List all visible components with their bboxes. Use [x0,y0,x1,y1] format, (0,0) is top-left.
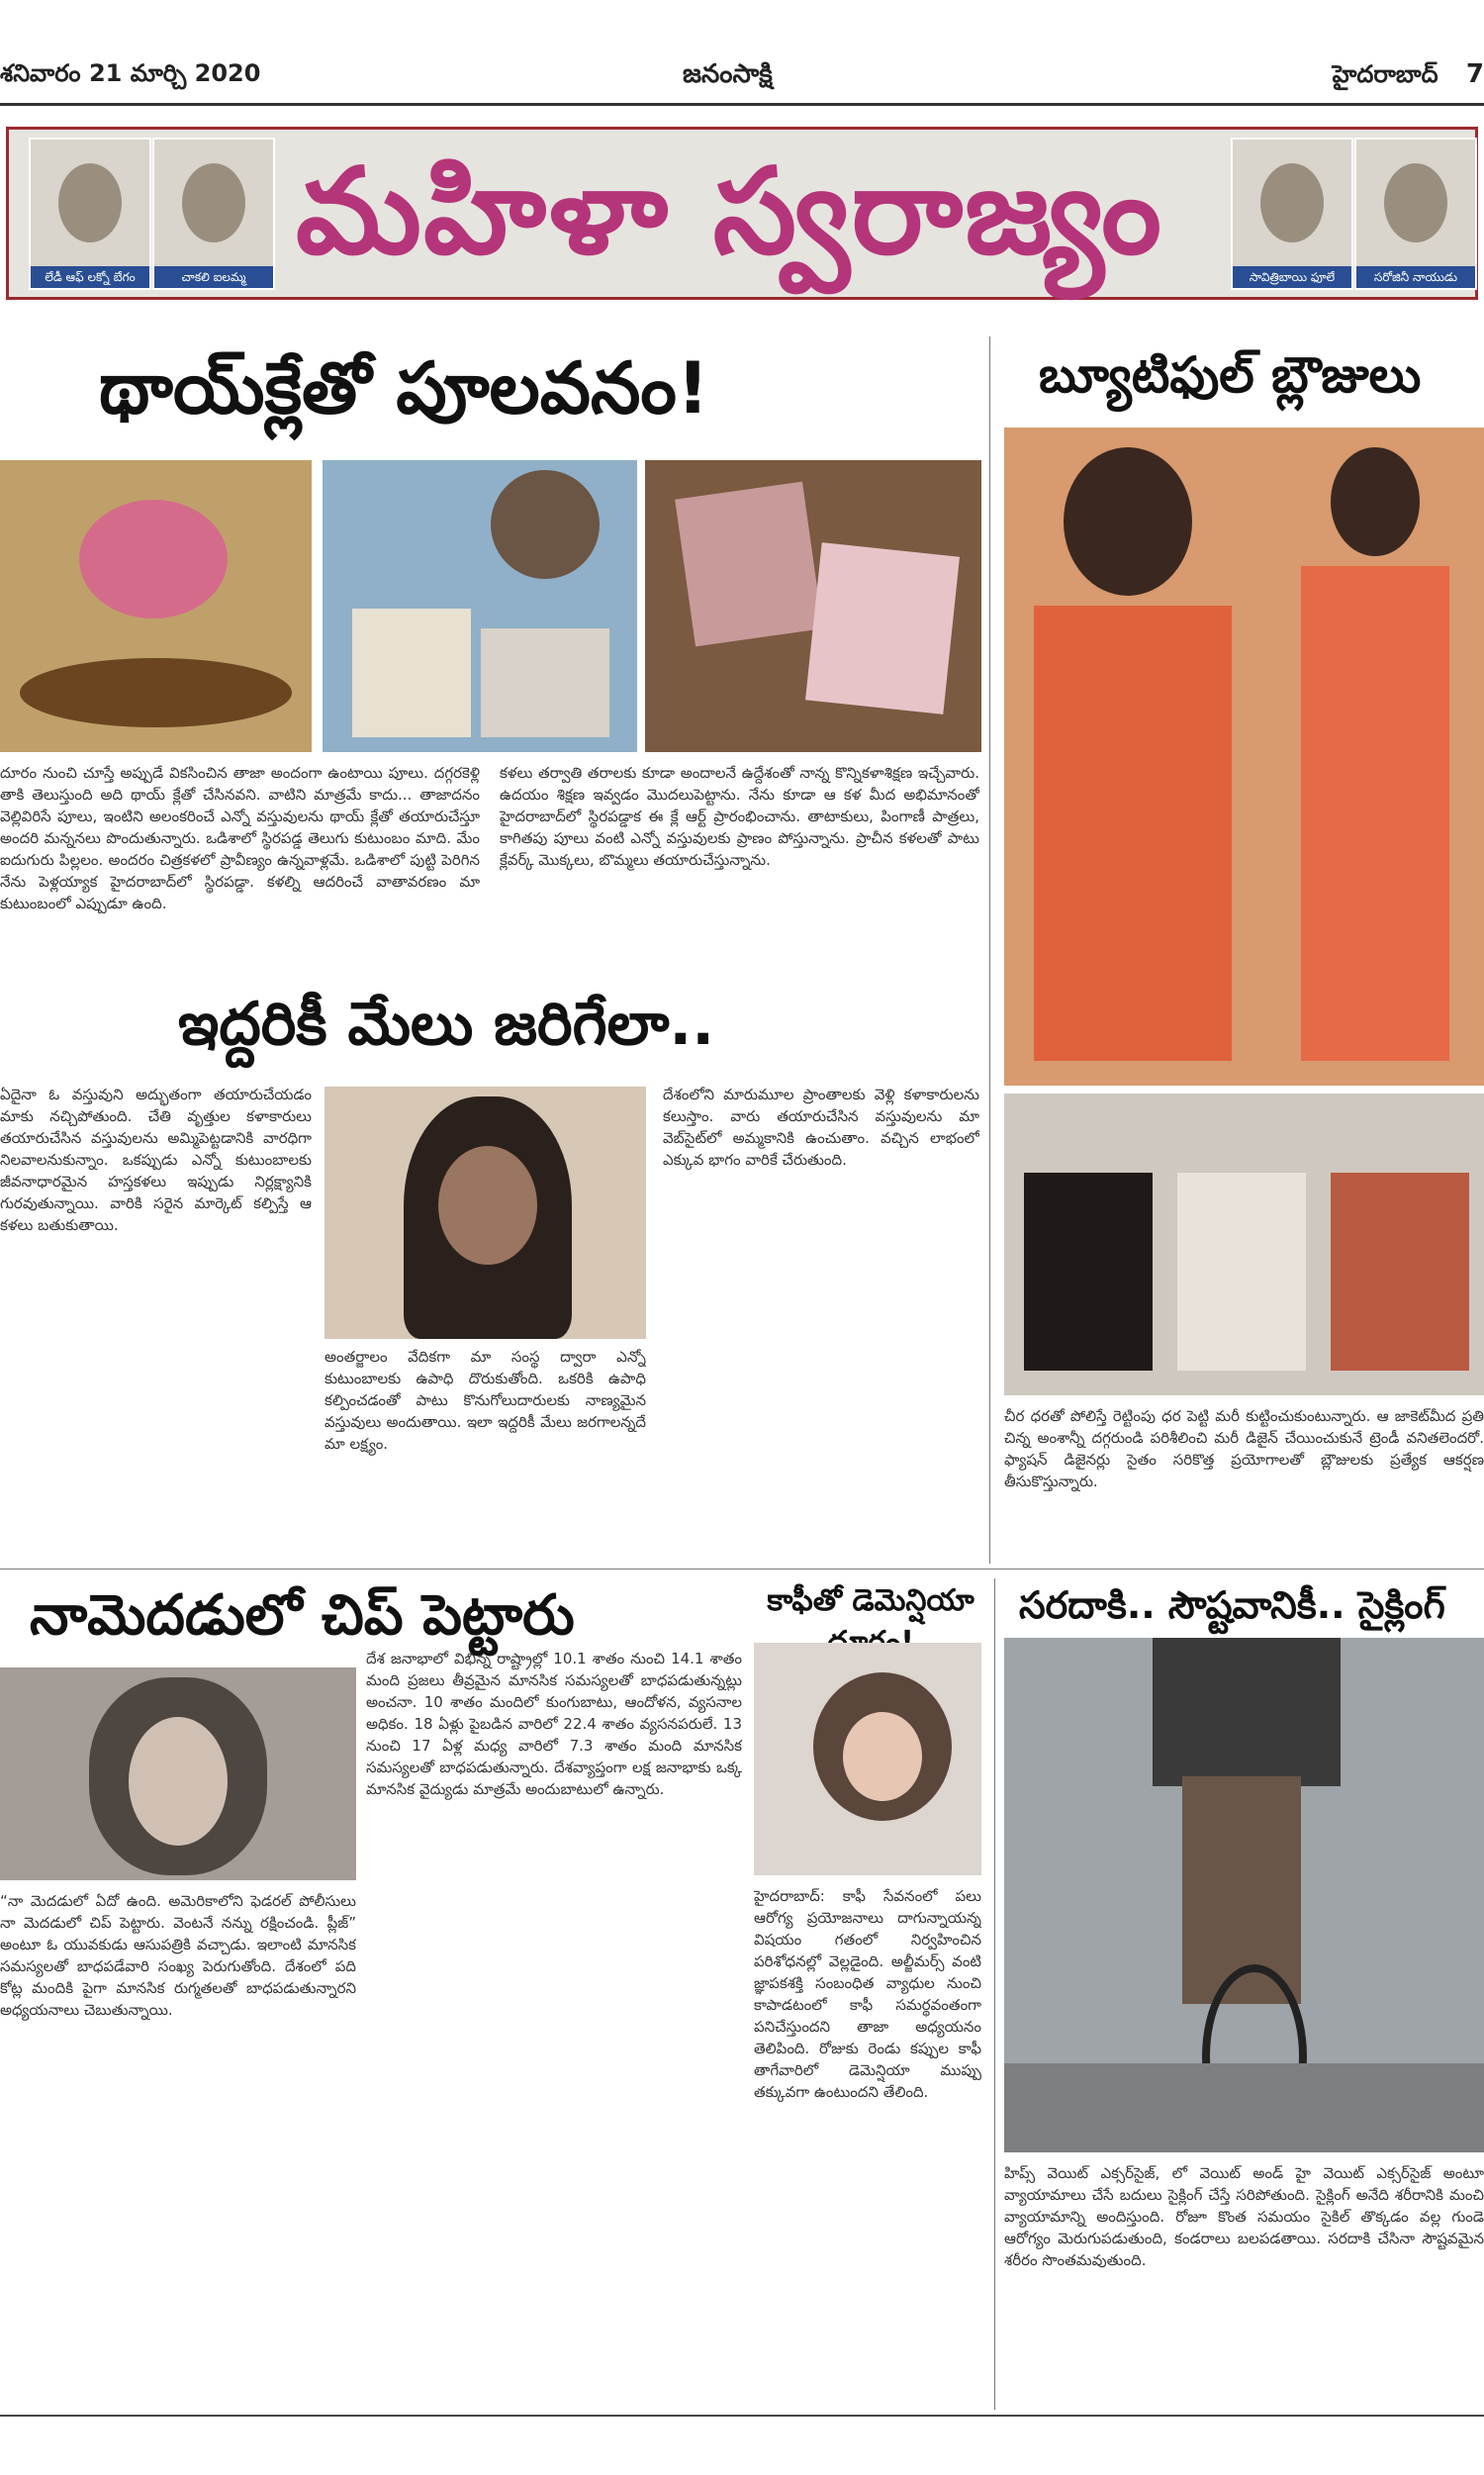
cyclist-photo [1004,1638,1484,2152]
cycling-body: హిప్స్ వెయిట్ ఎక్సర్‌సైజ్, లో వెయిట్ అండ్ హై వెయిట్ ఎక్సర్‌సైజ్ అంటూ వ్యాయామాలు చేసే బదులు సైక్లింగ్ చేస్తే సరిపోతుంది. సైక్లింగ్ అనేది శరీరానికి మంచి వ్యాయామాన్ని అందిస్తుంది. రోజూ కొంత సమయం సైకిల్ తొక్కడం వల్ల గుండె ఆరోగ్యం మెరుగుపడుతుంది, కండరాలు బలపడతాయి. సరదాకి చేసినా సౌష్టవమైన శరీరం సొంతమవుతుంది. [1004,2164,1484,2269]
distressed-woman-photo [0,1667,356,1880]
coffee-body: హైదరాబాద్‌: కాఫీ సేవనంలో పలు ఆరోగ్య ప్రయోజనాలు దాగున్నాయన్న విషయం గతంలో నిర్వహించిన పరిశోధనల్లో వెల్లడైంది. అల్జీమర్స్ వంటి జ్ఞాపకశక్తి సంబంధిత వ్యాధుల నుంచి కాపాడటంలో కాఫీ సమర్థవంతంగా పనిచేస్తుందని తాజా అధ్యయనం తెలిపింది. రోజుకు రెండు కప్పుల కాఫీ తాగేవారిలో డెమెన్షియా ముప్పు తక్కువగా ఉంటుందని తేలింది. [754,1887,981,2101]
clay-bonsai-photo [0,460,312,752]
clay-vases-photo [323,460,637,752]
portrait-2 [152,138,275,290]
article-headline-chip: నామెదడులో చిప్ పెట్టారు [30,1583,575,1648]
newspaper-name: జనంసాక్షి [683,59,773,89]
portrait-caption: చాకలి ఐలమ్మ [154,266,273,288]
issue-date: శనివారం 21 మార్చి 2020 [0,59,261,87]
both-benefit-body-right: దేశంలోని మారుమూల ప్రాంతాలకు వెళ్లి కళాకారులను కలుస్తాం. వారు తయారుచేసిన వస్తువులను మా వెబ్‌సైట్‌లో అమ్మకానికి ఉంచుతాం. వచ్చిన లాభంలో ఎక్కువ భాగం వారికే చేరుతుంది. [663,1086,979,1169]
article-headline-coffee: కాఫీతో డెమెన్షియా [767,1583,974,1618]
article-headline-thai-clay: థాయ్‌క్లేతో పూలవనం! [99,346,709,429]
both-benefit-body-left: ఏదైనా ఓ వస్తువుని అద్భుతంగా తయారుచేయడం మాకు నచ్చిపోతుంది. చేతి వృత్తుల కళాకారులు తయారుచేసిన వస్తువులను అమ్మిపెట్టడానికి వారధిగా నిలవాలనుకున్నాం. ఒకప్పుడు ఎన్నో కుటుంబాలకు జీవనాధారమైన హస్తకళలు ఇప్పుడు నిర్లక్ష్యానికి గురవుతున్నాయి. వారికి సరైన మార్కెట్ కల్పిస్తే ఆ కళలు బతుకుతాయి. [0,1086,312,1234]
article-headline-both-benefit: ఇద్దరికీ మేలు జరిగేలా.. [178,990,714,1059]
thai-clay-body-left: దూరం నుంచి చూస్తే అప్పుడే వికసించిన తాజా అందంగా ఉంటాయి పూలు. దగ్గరకెళ్లి తాకి తెలుస్తుంది అది థాయ్ క్లేతో చేసినవని. వాటిని మాత్రమే కాదు... తాజాదనం వెల్లివిరిసే పూలు, ఇంటిని అలంకరించే ఎన్నో వస్తువులను థాయ్ క్లేతో తయారుచేస్తూ అందరి మన్ననలు పొందుతున్నారు. ఒడిశాలో స్థిరపడ్డ తెలుగు కుటుంబం మాది. మేం ఐదుగురు పిల్లలం. అందరం చిత్రకళలో ప్రావీణ్యం ఉన్నవాళ్లమే. ఒడిశాలో పుట్టి పెరిగిన నేను పెళ్లయ్యాక హైదరాబాద్‌లో స్థిరపడ్డా. కళల్ని ఆదరించే వాతావరణం మా కుటుంబంలో ఎప్పుడూ ఉంది. [0,764,480,912]
saree-model-photo [1004,428,1484,1086]
clay-cards-photo [645,460,981,752]
section-divider [0,1569,1484,1570]
portrait-1 [29,138,151,290]
thai-clay-body-right: కళలు తర్వాతి తరాలకు కూడా అందాలనే ఉద్దేశంతో నాన్న కొన్నికళాశిక్షణ ఇచ్చేవారు. ఉదయం శిక్షణ ఇవ్వడం మొదలుపెట్టాను. నేను కూడా ఆ కళ మీద అభిమానంతో హైదరాబాద్‌లో స్థిరపడ్డాక ఈ క్లే ఆర్ట్‌ ప్రారంభించాను. తాటాకులు, పింగాణీ పాత్రలు, కాగితపు పూలు వంటి ఎన్నో వస్తువులకు ప్రాణం పోస్తున్నాను. ప్రాచీన కళలతో పాటు క్లేవర్క్‌ మొక్కలు, బొమ్మలు తయారుచేస్తున్నాను. [500,764,979,869]
chip-body-left: “నా మెదడులో ఏదో ఉంది. అమెరికాలోని ఫెడరల్ పోలీసులు నా మెదడులో చిప్ పెట్టారు. వెంటనే నన్ను రక్షించండి. ప్లీజ్” అంటూ ఓ యువకుడు ఆసుపత్రికి వచ్చాడు. ఇలాంటి మానసిక సమస్యలతో బాధపడేవారి సంఖ్య పెరుగుతోంది. దేశంలో పది కోట్ల మందికి పైగా మానసిక రుగ్మతలతో బాధపడుతున్నారని అధ్యయనాలు చెబుతున్నాయి. [0,1892,356,2019]
column-divider-bottom [994,1578,995,2410]
section-banner [6,127,1478,300]
masthead-rule [0,103,1484,106]
portrait-caption: లేడీ ఆఫ్ లక్నో బేగం [31,266,149,288]
entrepreneur-photo [325,1087,646,1339]
city-name: హైదరాబాద్ [1332,60,1438,88]
both-benefit-body-middle: అంతర్జాలం వేదికగా మా సంస్థ ద్వారా ఎన్నో కుటుంబాలకు ఉపాధి దొరుకుతోంది. ఒకరికి ఉపాధి కల్పించడంతో పాటు కొనుగోలుదారులకు నాణ్యమైన వస్తువులు అందుతాయి. ఇలా ఇద్దరికీ మేలు జరగాలన్నదే మా లక్ష్యం. [325,1348,646,1453]
portrait-caption: సావిత్రిబాయి ఫూలే [1233,266,1351,288]
page-number: 7 [1465,59,1484,89]
column-divider [989,336,990,1564]
article-headline-cycling: సరదాకి.. సౌష్టవానికీ.. సైక్లింగ్ [1019,1583,1445,1627]
portrait-3 [1231,138,1353,290]
city-page [1333,59,1484,94]
blouse-designs-photo [1004,1094,1484,1395]
portrait-4 [1354,138,1477,290]
portrait-caption: సరోజినీ నాయుడు [1356,266,1475,288]
coffee-woman-photo [754,1643,981,1875]
footer-rule [0,2415,1484,2417]
article-headline-blouses: బ్యూటిఫుల్ బ్లౌజులు [1039,346,1422,404]
chip-body-right: దేశ జనాభాలో విభిన్న రాష్ట్రాల్లో 10.1 శాతం నుంచి 14.1 శాతం మంది ప్రజలు తీవ్రమైన మానసిక సమస్యలతో బాధపడుతున్నట్లు అంచనా. 10 శాతం మందిలో కుంగుబాటు, ఆందోళన, వ్యసనాల అధికం. 18 ఏళ్లు పైబడిన వారిలో 22.4 శాతం వ్యసనపరులే. 13 నుంచి 17 ఏళ్ల మధ్య వారిలో 7.3 శాతం మంది మానసిక సమస్యలతో బాధపడుతున్నారు. దేశవ్యాప్తంగా లక్ష జనాభాకు ఒక్క మానసిక వైద్యుడు మాత్రమే అందుబాటులో ఉన్నారు. [366,1650,742,1798]
blouses-body: చీర ధరతో పోలిస్తే రెట్టింపు ధర పెట్టి మరీ కుట్టించుకుంటున్నారు. ఆ జాకెట్‌మీద ప్రతి చిన్న అంశాన్నీ దగ్గరుండి పరిశీలించి మరీ డిజైన్‌ చేయించుకునే ట్రెండీ వనితలెందరో. ఫ్యాషన్‌ డిజైనర్లు సైతం సరికొత్త ప్రయోగాలతో బ్లౌజులకు ప్రత్యేక ఆకర్షణ తీసుకొస్తున్నారు. [1004,1407,1484,1490]
section-title: మహిళా స్వరాజ్యం [296,142,1163,281]
artist-portrait [491,470,600,579]
